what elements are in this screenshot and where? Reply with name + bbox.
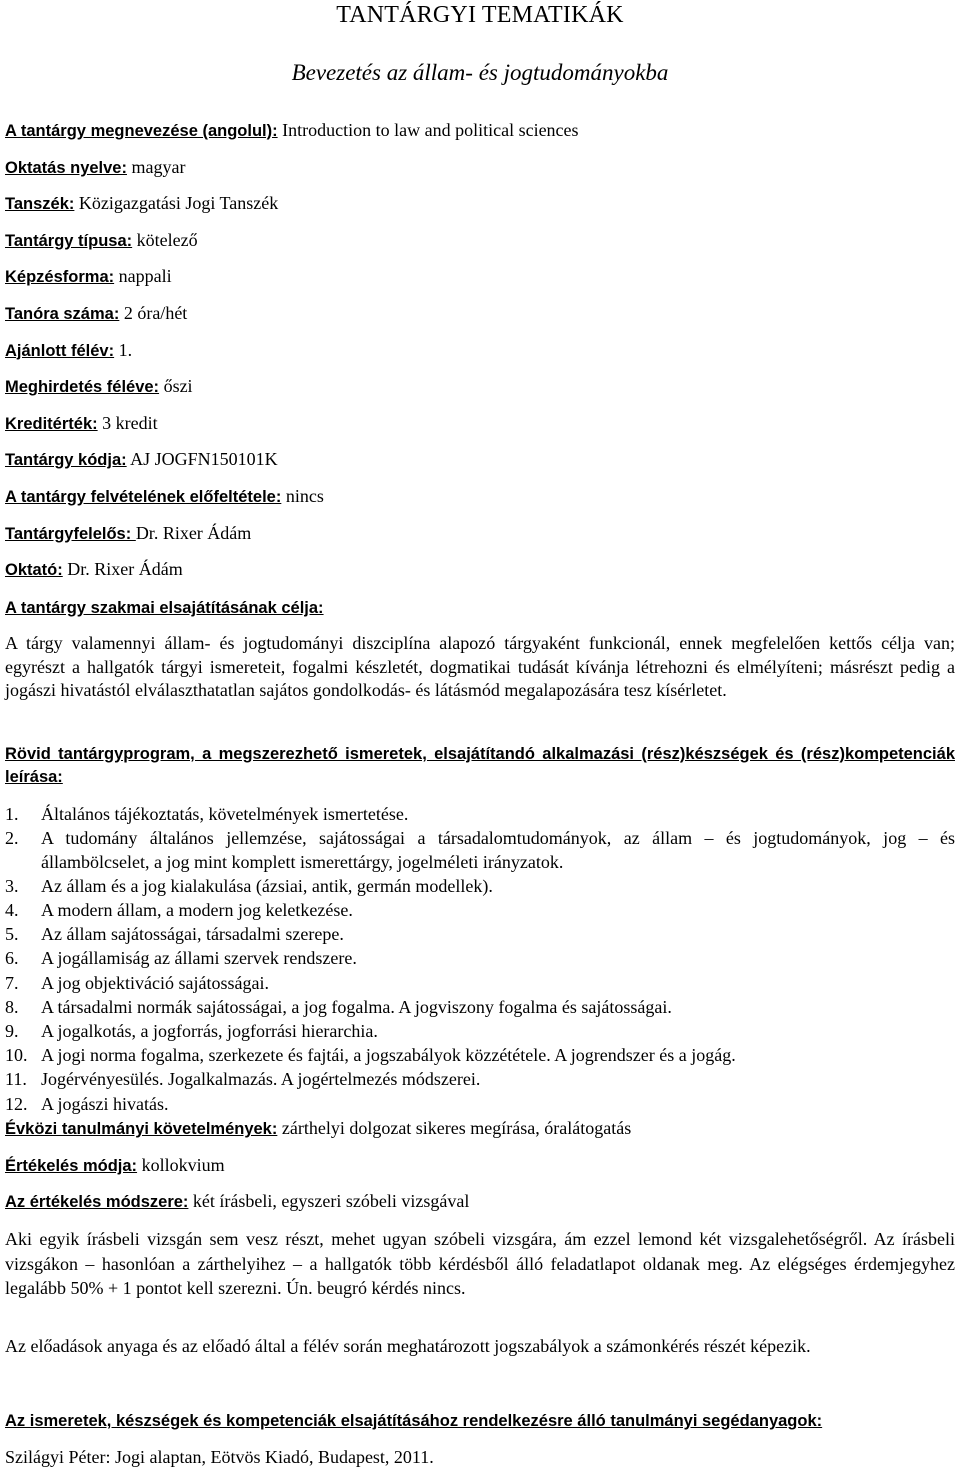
exam-text: Aki egyik írásbeli vizsgán sem vesz részt, mehet ugyan szóbeli vizsgára, ám ezzel lemond két vizsgalehetőségről. Az írásbeli vizsgákon – hasonlóan a zárthelyihez – a hallgatók több kérdésből álló feladatlapot oldanak meg. Az elégséges érdemjegyhez legalább 50% + 1 pontot kell szerezni. Ún. beugró kérdés nincs. [5, 1229, 955, 1298]
field-value: 2 óra/hét [119, 302, 188, 323]
list-item [5, 875, 955, 899]
field-label: Oktató: [5, 561, 63, 580]
evaluation-method-line [5, 1188, 955, 1215]
field-label: Ajánlott félév: [5, 341, 115, 360]
field-training-form [5, 262, 955, 299]
field-label: Tanszék: [5, 195, 75, 214]
field-value: Dr. Rixer Ádám [62, 559, 183, 580]
field-value: őszi [159, 376, 193, 397]
requirements-label: Évközi tanulmányi követelmények: [5, 1120, 278, 1138]
materials-item: Szilágyi Péter: Jogi alaptan, Eötvös Kiadó, Budapest, 2011. [5, 1447, 434, 1467]
field-value: 1. [114, 339, 133, 360]
field-value: nincs [281, 485, 324, 506]
item-number: 9. [5, 1021, 19, 1041]
list-item [5, 1044, 955, 1068]
item-number: 6. [5, 948, 19, 969]
item-number: 1. [5, 804, 19, 824]
evaluation-mode-line [5, 1152, 955, 1179]
field-value: magyar [126, 156, 186, 177]
field-value: Introduction to law and political sciences [277, 120, 579, 140]
evaluation-mode-value: kollokvium [137, 1155, 225, 1175]
field-label: A tantárgy megnevezése (angolul): [5, 122, 278, 140]
field-label: Tanóra száma: [5, 304, 120, 323]
list-item [5, 827, 955, 874]
field-english-name [5, 116, 955, 153]
item-text: A modern állam, a modern jog keletkezése. [41, 900, 353, 921]
program-heading: Rövid tantárgyprogram, a megszerezhető ismeretek, elsajátítandó alkalmazási (rész)készségek és (rész)kompetenciák leírása: [5, 745, 955, 786]
field-label: Képzésforma: [5, 268, 115, 287]
list-item [5, 1020, 955, 1044]
field-label: Oktatás nyelve: [5, 158, 127, 177]
list-item [5, 972, 955, 996]
field-value: nappali [114, 266, 172, 287]
lecture-text: Az előadások anyaga és az előadó által a félév során meghatározott jogszabályok a számonkérés részét képezik. [5, 1336, 811, 1356]
evaluation-mode-label: Értékelés módja: [5, 1157, 138, 1175]
item-number: 12. [5, 1093, 28, 1114]
field-announced-semester [5, 372, 955, 409]
item-text: A jogi norma fogalma, szerkezete és fajtái, a jogszabályok közzététele. A jogrendszer és a jogág. [41, 1045, 736, 1066]
item-text: A jogalkotás, a jogforrás, jogforrási hierarchia. [41, 1021, 378, 1041]
page-subtitle: Bevezetés az állam- és jogtudományokba [291, 60, 669, 85]
item-text: Jogérvényesülés. Jogalkalmazás. A jogértelmezés módszerei. [41, 1069, 481, 1090]
item-number: 5. [5, 924, 19, 945]
list-item [5, 899, 955, 923]
item-text: A jog objektiváció sajátosságai. [41, 972, 269, 993]
item-text: A jogállamiság az állami szervek rendszere. [41, 948, 357, 969]
requirements-line [5, 1115, 955, 1142]
field-responsible [5, 519, 955, 556]
item-number: 8. [5, 996, 19, 1017]
field-recommended-semester [5, 336, 955, 373]
field-value: AJ JOGFN150101K [126, 449, 278, 470]
field-credits [5, 409, 955, 446]
item-text: Az állam és a jog kialakulása (ázsiai, antik, germán modellek). [41, 875, 493, 896]
field-value: 3 kredit [97, 412, 158, 433]
field-lecturer [5, 555, 955, 592]
item-text: A tudomány általános jellemzése, sajátosságai a társadalomtudományok, az állam – és jogtudományok, jog – és állambölcselet, a jog mint komplett ismerettárgy, jogelméleti irányzatok. [41, 828, 955, 872]
page-title: TANTÁRGYI TEMATIKÁK [336, 2, 624, 28]
requirements-value: zárthelyi dolgozat sikeres megírása, óralátogatás [277, 1118, 632, 1138]
list-item [5, 947, 955, 971]
list-item [5, 1068, 955, 1092]
field-label: Meghirdetés féléve: [5, 378, 160, 397]
field-prerequisite [5, 482, 955, 519]
evaluation-method-label: Az értékelés módszere: [5, 1193, 189, 1211]
field-course-code [5, 445, 955, 482]
list-item [5, 996, 955, 1020]
evaluation-method-value: két írásbeli, egyszeri szóbeli vizsgával [188, 1191, 470, 1211]
program-list [5, 803, 955, 1117]
field-language [5, 153, 955, 190]
item-text: Az állam sajátosságai, társadalmi szerepe. [41, 924, 344, 945]
item-text: A társadalmi normák sajátosságai, a jog fogalma. A jogviszony fogalma és sajátosságai. [41, 996, 672, 1017]
field-label: Kreditérték: [5, 414, 98, 433]
field-course-type [5, 226, 955, 263]
item-number: 10. [5, 1045, 28, 1066]
field-label: Tantárgyfelelős: [5, 524, 136, 543]
field-value: Dr. Rixer Ádám [135, 522, 252, 543]
item-number: 7. [5, 972, 19, 993]
goal-heading: A tantárgy szakmai elsajátításának célja: [5, 599, 324, 617]
item-number: 2. [5, 828, 19, 849]
course-fields [5, 116, 955, 592]
item-number: 3. [5, 875, 19, 896]
field-value: Közigazgatási Jogi Tanszék [74, 193, 279, 214]
item-text: Általános tájékoztatás, követelmények ismertetése. [41, 804, 409, 824]
field-label: Tantárgy kódja: [5, 451, 127, 470]
item-number: 11. [5, 1069, 27, 1090]
materials-heading: Az ismeretek, készségek és kompetenciák elsajátításához rendelkezésre álló tanulmányi segédanyagok: [5, 1412, 823, 1430]
field-class-hours [5, 299, 955, 336]
field-department [5, 189, 955, 226]
field-label: Tantárgy típusa: [5, 231, 133, 250]
goal-text: A tárgy valamennyi állam- és jogtudományi diszciplína alapozó tárgyaként funkcionál, ennek megfelelően kettős célja van; egyrészt a hallgatók tárgyi ismereteit, fogalmi készletét, dogmatikai tudását kívánja létrehozni és elmélyíteni; másrészt pedig a jogászi hivatástól elválaszthatatlan sajátos gondolkodás- és látásmód megalapozására tesz kísérletet. [5, 633, 955, 700]
item-number: 4. [5, 900, 19, 921]
item-text: A jogászi hivatás. [41, 1093, 169, 1114]
list-item [5, 803, 955, 827]
list-item [5, 1093, 955, 1117]
list-item [5, 923, 955, 947]
field-value: kötelező [132, 229, 198, 250]
field-label: A tantárgy felvételének előfeltétele: [5, 487, 282, 506]
